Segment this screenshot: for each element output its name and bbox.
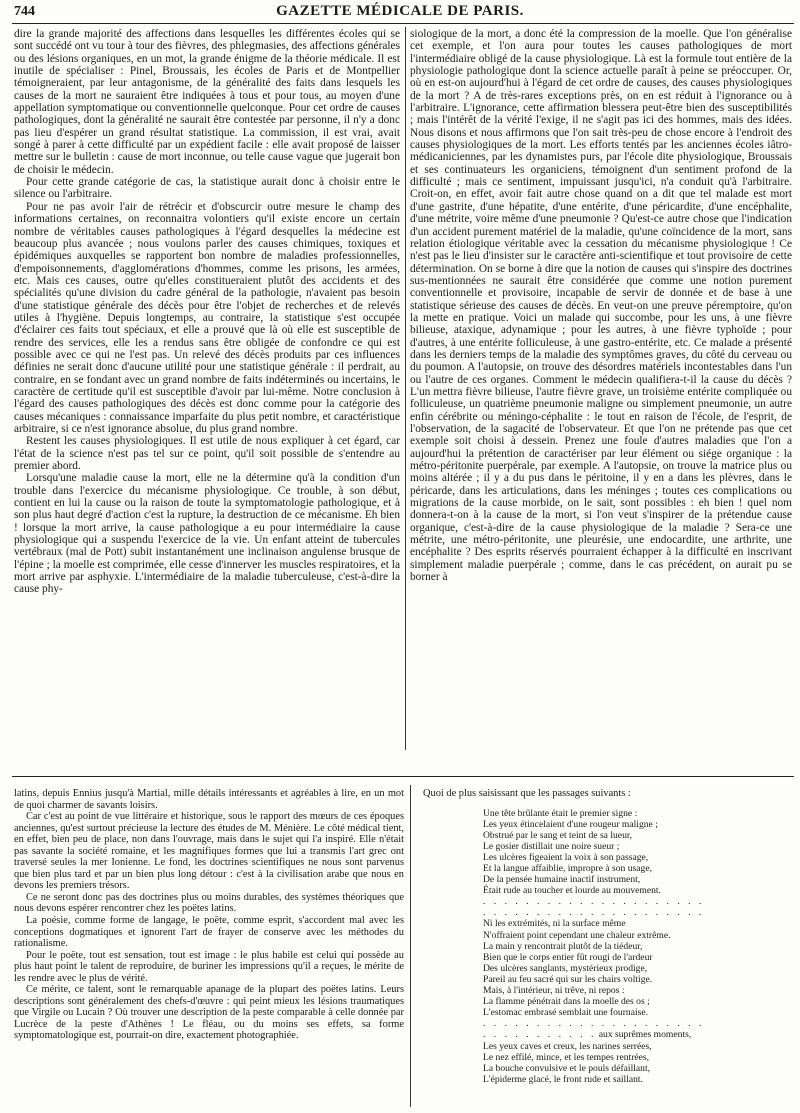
right-column bbox=[410, 28, 792, 748]
paragraph: Ce ne seront donc pas des doctrines plus ou moins durables, des systèmes théoriques que nous devons espérer rencontrer chez les poëtes latins. bbox=[14, 891, 404, 915]
paragraph: Ce mérite, ce talent, sont le remarquable apanage de la plupart des poëtes latins. Leurs descriptions sont généralement des chefs-d'œuvre : qui peint mieux les lésions traumatiques que Virgile ou Lucain ? Où trouver une description de la peste comparable à celle donnée par Lucrèce de la peste d'Athènes ! Le fléau, ou du moins ses effets, sa forme symptomatologique est, pourrait-on dire, exactement photographiée. bbox=[14, 984, 404, 1042]
verse-line: Les ulcères figeaient la voix à son passage, bbox=[483, 851, 649, 863]
verse-line: Les yeux étincelaient d'une rougeur maligne ; bbox=[483, 818, 658, 830]
verse-line: Bien que le corps entier fût rougi de l'ardeur bbox=[483, 951, 653, 963]
paragraph: La poésie, comme forme de langage, le poëte, comme esprit, s'accordent mal avec les conceptions dogmatiques et ignorent l'art de frayer de conserve avec les méthodes du rationalisme. bbox=[14, 915, 404, 950]
page-title: GAZETTE MÉDICALE DE PARIS. bbox=[276, 3, 524, 19]
ellipsis-line: . . . . . . . . . . . . . . . . . . . . . bbox=[483, 896, 705, 908]
verse-line: Obstrué par le sang et teint de sa lueur, bbox=[483, 829, 633, 841]
ellipsis-line: . . . . . . . . . . . . . . . . . . . . . bbox=[483, 1018, 705, 1030]
verse-line: De la pensée humaine inactif instrument, bbox=[483, 874, 641, 886]
ellipsis: . . . . . . . . . . . bbox=[483, 1029, 597, 1041]
verse-line: Était rude au toucher et lourde au mouvement. bbox=[483, 885, 661, 897]
feuilleton-rule bbox=[12, 776, 794, 777]
verse-line: La bouche convulsive et le pouls défaillant, bbox=[483, 1062, 651, 1074]
verse-line: Des ulcères sanglants, mystérieux prodige, bbox=[483, 962, 648, 974]
verse-line bbox=[483, 1029, 793, 1040]
feuilleton-right-column bbox=[423, 788, 793, 1106]
verse-line: Ni les extrémités, ni la surface même bbox=[483, 918, 626, 930]
paragraph: Pour le poëte, tout est sensation, tout est image : le plus habile est celui qui possède au plus haut point le talent de reproduire, de buriner les impressions qu'il a reçues, le mérite de les rendre avec le plus de vérité. bbox=[14, 949, 404, 984]
page-number: 744 bbox=[14, 4, 35, 19]
verse-line: Mais, à l'intérieur, ni trêve, ni repos : bbox=[483, 985, 625, 997]
verse-line: L'estomac embrasé semblait une fournaise. bbox=[483, 1007, 649, 1019]
verse-line: Les yeux caves et creux, les narines serrées, bbox=[483, 1040, 652, 1052]
paragraph: Pour ne pas avoir l'air de rétrécir et d'obscurcir outre mesure le champ des informations certaines, on reconnaitra volontiers qu'il existe encore un certain nombre de véritables causes pathologiques à l'égard desquelles la médecine est beaucoup plus avancée ; nous voulons parler des causes chimiques, toxiques et épidémiques auxquelles se rapportent bon nombre de maladies professionnelles, d'empoisonnements, d'agglomérations d'hommes, comme les prisons, les armées, etc. Mais ces causes, outre qu'elles constitueraient plutôt des accidents et des spécialités qu'une division du cadre général de la pathologie, n'avaient pas besoin d'une statistique générale des décès pour être l'objet de recherches et de relevés utiles à l'hygiène. Depuis longtemps, au contraire, la statistique s'est occupée d'éclairer ces faits tout spéciaux, et elle a prouvé que là où elle est susceptible de rendre des services, elle les a rendus sans être obligée de confondre ce qui est possible avec ce qui ne l'est pas. Un relevé des décès produits par ces influences définies ne serait donc d'aucune utilité pour une statistique générale : il perdrait, au contraire, en se fondant avec un grand nombre de faits indéterminés ou incertains, le caractère de certitude qu'il est susceptible d'avoir par lui-même. Notre conclusion à l'égard des causes pathologiques des décès est donc comme pour la catégorie des causes mécaniques : connaissance imparfaite du plus petit nombre, et caractéristique arbitraire, si ce n'est ignorance absolue, du plus grand nombre. bbox=[14, 200, 400, 435]
header-rule bbox=[12, 23, 794, 24]
left-column bbox=[14, 28, 400, 748]
intro-text: Quoi de plus saisissant que les passages suivants : bbox=[423, 788, 631, 799]
paragraph: dire la grande majorité des affections dans lesquelles les différentes écoles qui se sont succédé ont vu tour à tour des fièvres, des phlegmasies, des affections générales ou des lésions organiques, en un mot, la grande énigme de la théorie médicale. Il est inutile de spécialiser : Pinel, Broussais, les écoles de Paris et de Montpellier témoigneraient, par leur antagonisme, de la généralité des faits dans lesquels les causes de la mort ne sauraient être indiquées à tous et pour tous, au moyen d'une appellation symptomatique ou conventionnelle quelconque. Pour cet ordre de causes pathologiques, dont la généralité ne saurait être contestée par personne, il n'y a donc pas lieu d'espérer un grand résultat statistique. La commission, il est vrai, avait songé à parer à cette difficulté par un expédient facile : elle avait proposé de laisser mettre sur le bulletin : cause de mort inconnue, ou telle cause vague que jugerait bon de choisir le médecin. bbox=[14, 28, 400, 176]
paragraph: Restent les causes physiologiques. Il est utile de nous expliquer à cet égard, car l'état de la science n'est pas tel sur ce point, qu'il soit possible de s'entendre au premier abord. bbox=[14, 435, 400, 473]
paragraph: latins, depuis Ennius jusqu'à Martial, mille détails intéressants et agréables à lire, en un mot de quoi charmer de savants loisirs. bbox=[14, 788, 404, 811]
verse-line: N'offraient point cependant une chaleur extrême. bbox=[483, 929, 671, 941]
verse-line: L'épiderme glacé, le front rude et saillant. bbox=[483, 1073, 643, 1085]
verse-line: La main y rencontrait plutôt de la tiédeur, bbox=[483, 940, 643, 952]
verse-line: Le nez effilé, mince, et les tempes rentrées, bbox=[483, 1051, 650, 1063]
verse-line: Une tête brûlante était le premier signe : bbox=[483, 807, 638, 819]
verse-line: Pareil au feu sacré qui sur les chairs voltige. bbox=[483, 973, 653, 985]
feuilleton-divider bbox=[410, 785, 411, 1107]
paragraph: Lorsqu'une maladie cause la mort, elle ne la détermine qu'à la condition d'un trouble dans l'exercice du mécanisme physiologique. Ce trouble, à son début, contient en lui la cause ou la raison de toute la symptomatologie pathologique, et à son plus haut degré d'action c'est la rupture, la destruction de ce mécanisme. Eh bien ! lorsque la mort arrive, la cause pathologique a eu pour intermédiaire la cause physiologique qui a suspendu l'exercice de la vie. Un enfant atteint de tubercules vertébraux (mal de Pott) subit instantanément une inclinaison angulense brusque de l'épine ; la moelle est comprimée, elle cesse d'innerver les muscles respiratoires, et la mort arrive par asphyxie. L'intermédiaire de la maladie tuberculeuse, c'est-à-dire la cause phy- bbox=[14, 472, 400, 596]
verse-line: Et la langue affaiblie, impropre à son usage, bbox=[483, 863, 652, 875]
paragraph: siologique de la mort, a donc été la compression de la moelle. Que l'on généralise cet exemple, et l'on aura pour toutes les causes pathologiques de mort l'intermédiaire obligé de la cause physiologique. Là est la formule tout entière de la physiologie pathologique dont la science actuelle paraît à peine se préoccuper. Or, où en est-on aujourd'hui à l'égard de cet ordre de causes, des causes physiologiques de la mort ? A de très-rares exceptions près, on en est réduit à l'ignorance ou à l'arbitraire. L'ignorance, cette affirmation blessera peut-être bien des susceptibilités ; mais l'intérêt de la vérité l'exige, il ne s'agit pas ici des hommes, mais des idées. Nous disons et nous affirmons que l'on sait très-peu de chose encore à l'endroit des causes physiologiques de la mort. Les efforts tentés par les anciennes écoles iâtro-médicaniciennes, par les dynamistes purs, par l'école dite physiologique, Broussais et ses continuateurs les organiciens, témoignent d'un sentiment profond de la difficulté ; mais ce sentiment, impuissant jusqu'ici, n'a conduit qu'à l'arbitraire. Croit-on, en effet, avoir fait autre chose quand on a dit que tel malade est mort d'une gastrite, d'une hépatite, d'une entérite, d'une péricardite, d'une encéphalite, d'une métrite, voire même d'une pneumonie ? Qu'est-ce autre chose que l'indication d'un accident purement matériel de la maladie, qu'une coïncidence de la mort, sans relation étiologique véritable avec la cessation du mécanisme physiologique ! Ce n'est pas le lieu d'insister sur le caractère anti-scientifique et tout provisoire de cette détermination. On se borne à dire que la notion de causes qui s'inspire des doctrines sus-mentionnées ne saurait être considérée que comme une notion purement conventionnelle et provisoire, incapable de servir de donnée et de base à une statistique sérieuse des causes de décès. En veut-on une preuve péremptoire, qu'on la mette en pratique. Voici un malade qui succombe, pour les uns, à une fièvre bilieuse, ataxique, adynamique ; pour les autres, à une fièvre typhoïde ; pour d'autres, à une entérite folliculeuse, à une gastro-entérite, etc. Ce malade a présenté dans les derniers temps de la maladie des symptômes graves, du côté du cerveau ou du poumon. A l'autopsie, on trouve des désordres matériels incontestables dans l'un ou l'autre de ces organes. Comment le médecin qualifiera-t-il la cause du décès ? L'un mettra fièvre bilieuse, l'autre fièvre grave, un troisième entérite compliquée ou folliculeuse, un quatrième pneumonie maligne ou simplement pneumonie, un autre enfin cérébrite ou méningo-céphalite : le tout en raison de l'école, de l'esprit, de l'observation, de la sagacité de l'observateur. Et que l'on ne prétende pas que cet exemple soit choisi à dessein. Prenez une foule d'autres maladies que l'on a aujourd'hui la prétention de caractériser par leur élément ou siége organique : la métro-péritonite puerpérale, par exemple. A l'autopsie, on trouve la matrice plus ou moins altérée ; il y a du pus dans le péritoine, il y en a dans les plèvres, dans le péricarde, dans les articulations, dans les méninges ; toutes ces complications ou migrations de la cause morbide, on le sait, sont possibles : eh bien ! quel nom donnera-t-on à la cause de la mort, si l'on veut s'inspirer de la prétendue cause organique, c'est-à-dire de la cause physiologique de la maladie ? Sera-ce une métrite, une métro-péritonite, une pleurésie, une endocardite, une arthrite, une encéphalite ? Des esprits réservés pourraient échapper à la difficulté en inscrivant simplement maladie puerpérale ; comme, dans le cas précédent, on aurait pu se borner à bbox=[410, 28, 792, 584]
feuilleton-left-column bbox=[14, 788, 404, 1106]
column-divider bbox=[405, 27, 406, 750]
verse-line: La flamme pénétrait dans la moelle des os ; bbox=[483, 996, 650, 1008]
verse-line: Le gosier distillait une noire sueur ; bbox=[483, 840, 620, 852]
paragraph: Car c'est au point de vue littéraire et historique, sous le rapport des mœurs de ces époques anciennes, qu'est surtout précieuse la lecture des études de M. Ménière. Le côté médical tient, en effet, bien peu de place, non dans l'ouvrage, mais dans le sujet qui l'a inspiré. Elle n'était pas savante la société romaine, et les magnifiques formes que lui a transmis l'art grec ont traversé seules la mer Ionienne. Le fond, les doctrines scientifiques ne nous sont parvenus que bien plus tard et par un bien plus long détour : c'est à la civilisation arabe que nous en devons les premiers trésors. bbox=[14, 811, 404, 892]
verse-fragment: aux suprêmes moments, bbox=[598, 1029, 692, 1041]
paragraph: Pour cette grande catégorie de cas, la statistique aurait donc à choisir entre le silence ou l'arbitraire. bbox=[14, 176, 400, 201]
ellipsis-line: . . . . . . . . . . . . . . . . . . . . . bbox=[483, 907, 705, 919]
poem bbox=[483, 808, 793, 1085]
